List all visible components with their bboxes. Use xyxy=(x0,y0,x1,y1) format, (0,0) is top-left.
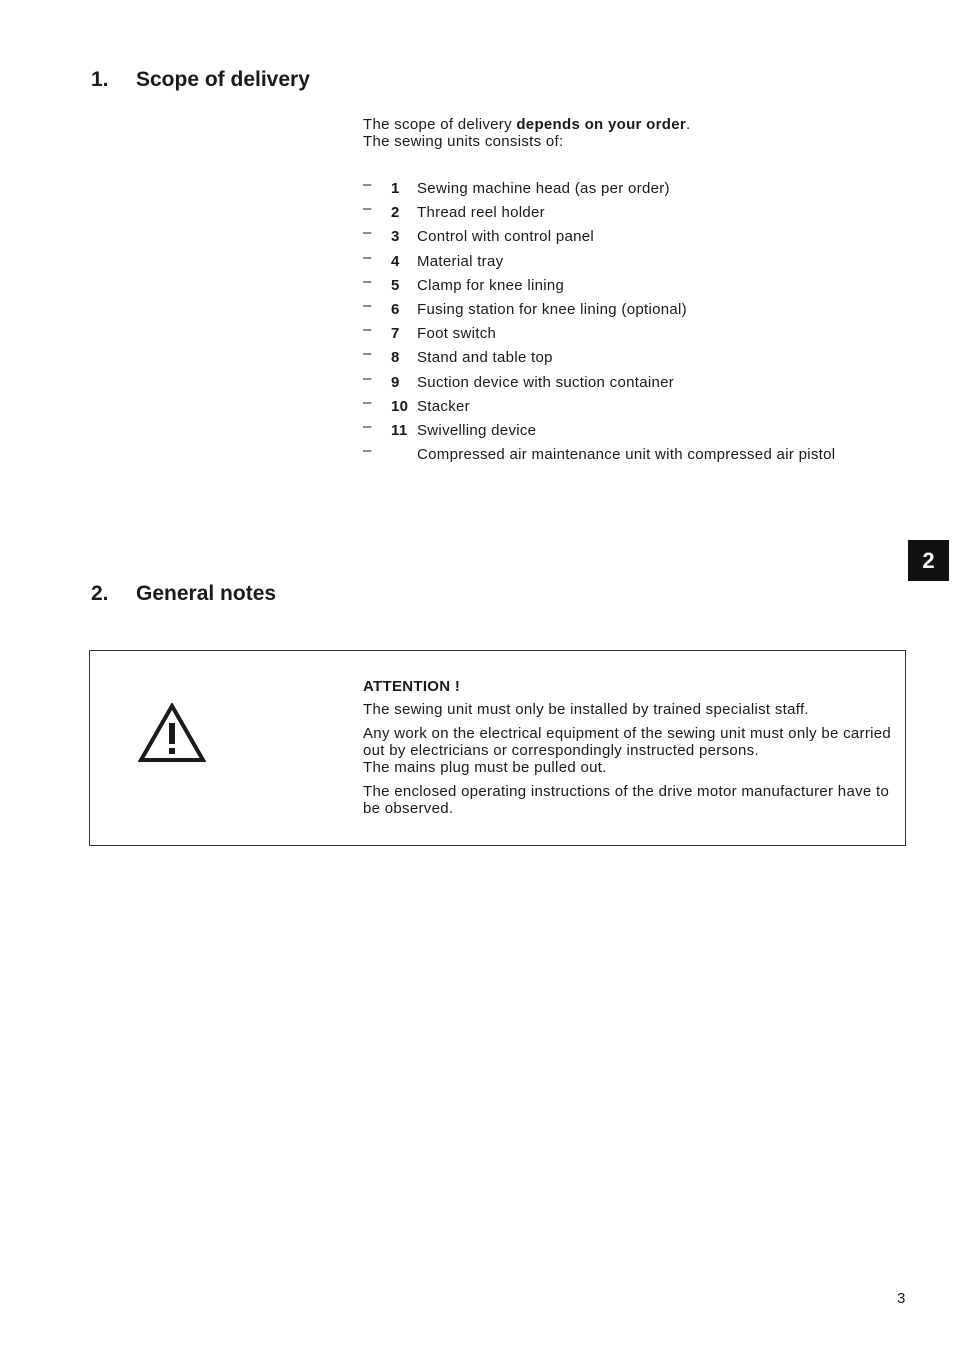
item-text: Fusing station for knee lining (optional) xyxy=(417,300,687,318)
list-dash: – xyxy=(363,248,372,266)
list-item xyxy=(363,345,863,373)
notice-text xyxy=(363,678,893,824)
item-number: 3 xyxy=(391,228,400,246)
section-number: 2. xyxy=(91,582,109,605)
list-dash: – xyxy=(363,442,372,460)
list-dash: – xyxy=(363,296,372,314)
section-heading-scope xyxy=(91,68,310,92)
notice-paragraph-2a: Any work on the electrical equipment of the sewing unit must only be carried out by electricians or correspondingly instructed persons. xyxy=(363,725,892,759)
item-text: Material tray xyxy=(417,252,504,270)
item-number: 2 xyxy=(391,204,400,222)
item-number: 4 xyxy=(391,252,400,270)
item-text: Thread reel holder xyxy=(417,204,545,222)
warning-triangle-icon xyxy=(138,703,206,763)
item-text: Stand and table top xyxy=(417,349,553,367)
list-dash: – xyxy=(363,417,372,435)
notice-paragraph-3: The enclosed operating instructions of the drive motor manufacturer have to be observed. xyxy=(363,783,890,817)
item-number: 11 xyxy=(391,421,408,439)
list-item xyxy=(363,296,863,325)
list-item xyxy=(363,200,863,228)
attention-label: ATTENTION ! xyxy=(363,678,461,695)
item-number: 10 xyxy=(391,397,409,415)
list-item xyxy=(363,369,863,398)
intro-line-1 xyxy=(363,116,843,133)
intro-prefix: The scope of delivery xyxy=(363,116,517,133)
item-text: Compressed air maintenance unit with compressed air pistol xyxy=(417,446,836,464)
list-dash: – xyxy=(363,224,372,242)
intro-line-2: The sewing units consists of: xyxy=(363,133,564,150)
item-text: Control with control panel xyxy=(417,228,595,246)
section-title: General notes xyxy=(136,582,277,605)
item-text: Stacker xyxy=(417,397,470,415)
item-text: Suction device with suction container xyxy=(417,373,675,391)
item-number: 9 xyxy=(391,373,400,391)
attention-notice xyxy=(89,650,906,846)
page-number: 3 xyxy=(897,1290,906,1307)
intro-suffix: . xyxy=(686,116,691,133)
list-dash: – xyxy=(363,176,372,193)
list-dash: – xyxy=(363,345,372,363)
list-item xyxy=(363,176,863,204)
chapter-tab: 2 xyxy=(908,540,949,581)
item-number: 1 xyxy=(391,180,400,197)
list-item xyxy=(363,393,863,422)
item-text: Foot switch xyxy=(417,325,497,343)
item-number: 5 xyxy=(391,276,400,294)
section-title: Scope of delivery xyxy=(136,68,310,91)
list-dash: – xyxy=(363,393,372,411)
item-number: 6 xyxy=(391,300,400,318)
scope-intro xyxy=(363,116,843,150)
list-dash: – xyxy=(363,272,372,290)
delivery-list xyxy=(363,176,863,470)
list-item xyxy=(363,417,863,446)
list-item xyxy=(363,272,863,301)
list-dash: – xyxy=(363,200,372,218)
item-text: Sewing machine head (as per order) xyxy=(417,180,670,197)
section-number: 1. xyxy=(91,68,109,91)
list-item xyxy=(363,321,863,349)
list-item xyxy=(363,442,863,470)
list-item xyxy=(363,248,863,277)
list-dash: – xyxy=(363,321,372,339)
notice-paragraph-2b: The mains plug must be pulled out. xyxy=(363,759,607,776)
list-dash: – xyxy=(363,369,372,387)
item-text: Swivelling device xyxy=(417,421,537,439)
section-heading-general-notes xyxy=(91,582,276,606)
intro-bold: depends on your order xyxy=(516,116,686,133)
item-text: Clamp for knee lining xyxy=(417,276,565,294)
list-item xyxy=(363,224,863,252)
item-number: 7 xyxy=(391,325,400,343)
notice-paragraph-1: The sewing unit must only be installed by trained specialist staff. xyxy=(363,701,809,718)
item-number: 8 xyxy=(391,349,400,367)
notice-paragraph-2 xyxy=(363,725,893,776)
